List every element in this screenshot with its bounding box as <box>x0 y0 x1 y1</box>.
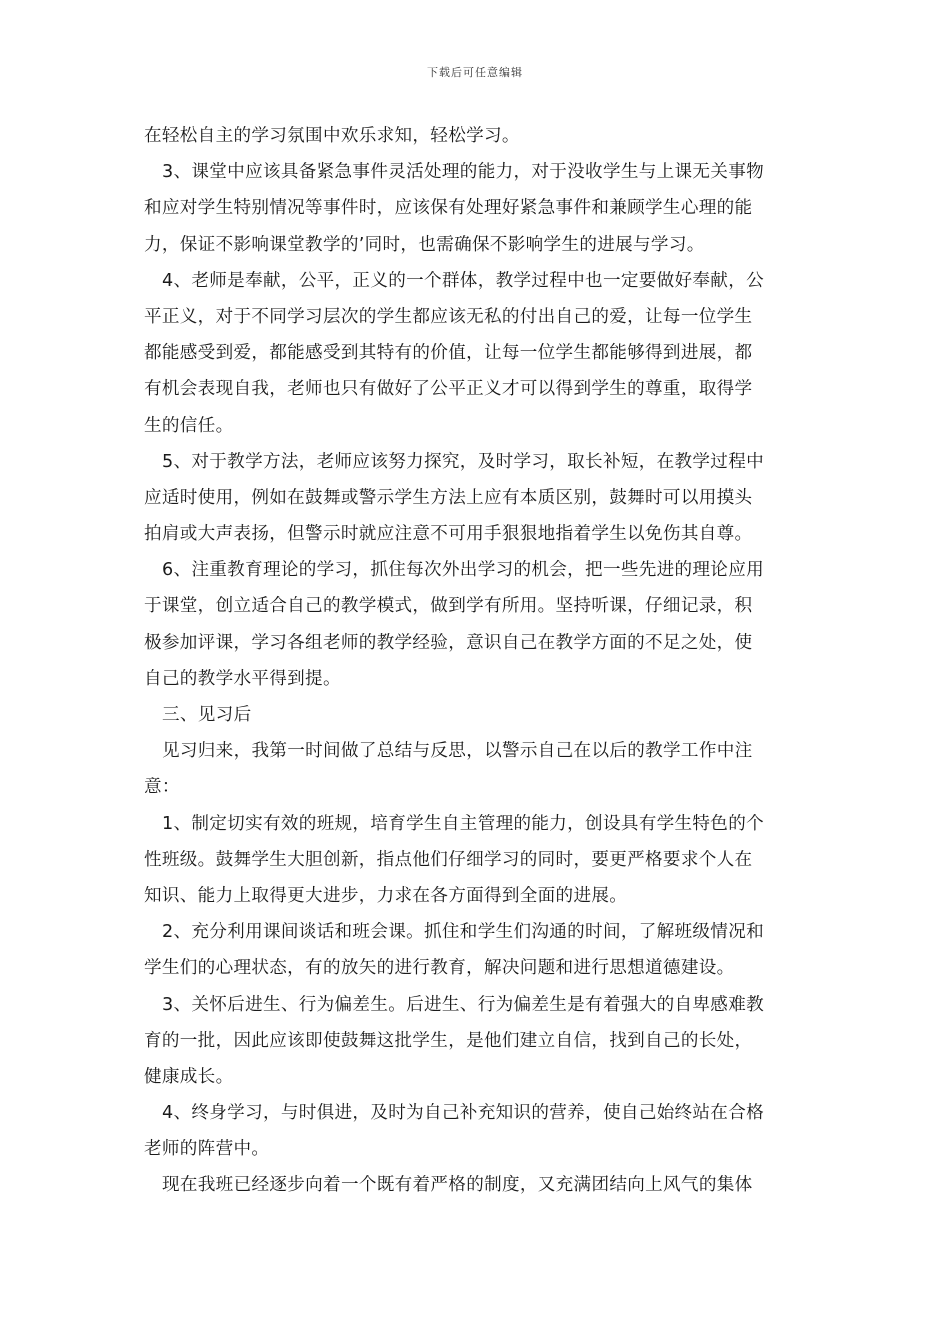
text-line: 都能感受到爱，都能感受到其特有的价值，让每一位学生都能够得到进展，都 <box>144 343 753 364</box>
page-header: 下载后可任意编辑 <box>427 66 523 79</box>
text-line: 4、老师是奉献，公平，正义的一个群体，教学过程中也一定要做好奉献，公 <box>162 270 764 291</box>
text-line: 力，保证不影响课堂教学的’同时，也需确保不影响学生的进展与学习。 <box>144 234 705 255</box>
text-line: 4、终身学习，与时俱进，及时为自己补充知识的营养，使自己始终站在合格 <box>162 1103 764 1124</box>
text-line: 见习归来，我第一时间做了总结与反思，以警示自己在以后的教学工作中注 <box>162 741 753 762</box>
text-line: 老师的阵营中。 <box>144 1139 270 1160</box>
text-line: 三、见习后 <box>162 705 252 725</box>
document-body <box>144 118 808 1204</box>
text-line: 2、充分利用课间谈话和班会课。抓住和学生们沟通的时间，了解班级情况和 <box>162 922 764 943</box>
text-line: 学生们的心理状态，有的放矢的进行教育，解决问题和进行思想道德建设。 <box>144 958 735 979</box>
text-line: 拍肩或大声表扬，但警示时就应注意不可用手狠狠地指着学生以免伤其自尊。 <box>144 524 753 545</box>
text-line: 知识、能力上取得更大进步，力求在各方面得到全面的进展。 <box>144 885 628 906</box>
text-line: 于课堂，创立适合自己的教学模式，做到学有所用。坚持听课，仔细记录，积 <box>144 596 753 617</box>
text-line: 有机会表现自我，老师也只有做好了公平正义才可以得到学生的尊重，取得学 <box>144 379 753 400</box>
text-line: 5、对于教学方法，老师应该努力探究，及时学习，取长补短，在教学过程中 <box>162 451 764 472</box>
text-line: 极参加评课，学习各组老师的教学经验，意识自己在教学方面的不足之处，使 <box>144 632 753 653</box>
text-line: 1、制定切实有效的班规，培育学生自主管理的能力，创设具有学生特色的个 <box>162 813 764 834</box>
text-line: 意： <box>144 777 180 798</box>
text-line: 3、课堂中应该具备紧急事件灵活处理的能力，对于没收学生与上课无关事物 <box>162 162 764 183</box>
text-line: 性班级。鼓舞学生大胆创新，指点他们仔细学习的同时，要更严格要求个人在 <box>144 849 753 870</box>
text-line: 自己的教学水平得到提。 <box>144 668 341 689</box>
text-line: 在轻松自主的学习氛围中欢乐求知，轻松学习。 <box>144 126 520 146</box>
text-line: 育的一批，因此应该即使鼓舞这批学生，是他们建立自信，找到自己的长处， <box>144 1030 753 1051</box>
text-line: 现在我班已经逐步向着一个既有着严格的制度，又充满团结向上风气的集体 <box>162 1175 753 1196</box>
text-line: 3、关怀后进生、行为偏差生。后进生、行为偏差生是有着强大的自卑感难教 <box>162 994 764 1015</box>
text-line: 健康成长。 <box>144 1066 234 1087</box>
text-line: 和应对学生特别情况等事件时，应该保有处理好紧急事件和兼顾学生心理的能 <box>144 198 753 219</box>
text-line: 6、注重教育理论的学习，抓住每次外出学习的机会，把一些先进的理论应用 <box>162 560 764 581</box>
text-line: 平正义，对于不同学习层次的学生都应该无私的付出自己的爱，让每一位学生 <box>144 306 753 327</box>
text-line: 应适时使用，例如在鼓舞或警示学生方法上应有本质区别，鼓舞时可以用摸头 <box>144 487 753 508</box>
text-line: 生的信任。 <box>144 415 234 436</box>
